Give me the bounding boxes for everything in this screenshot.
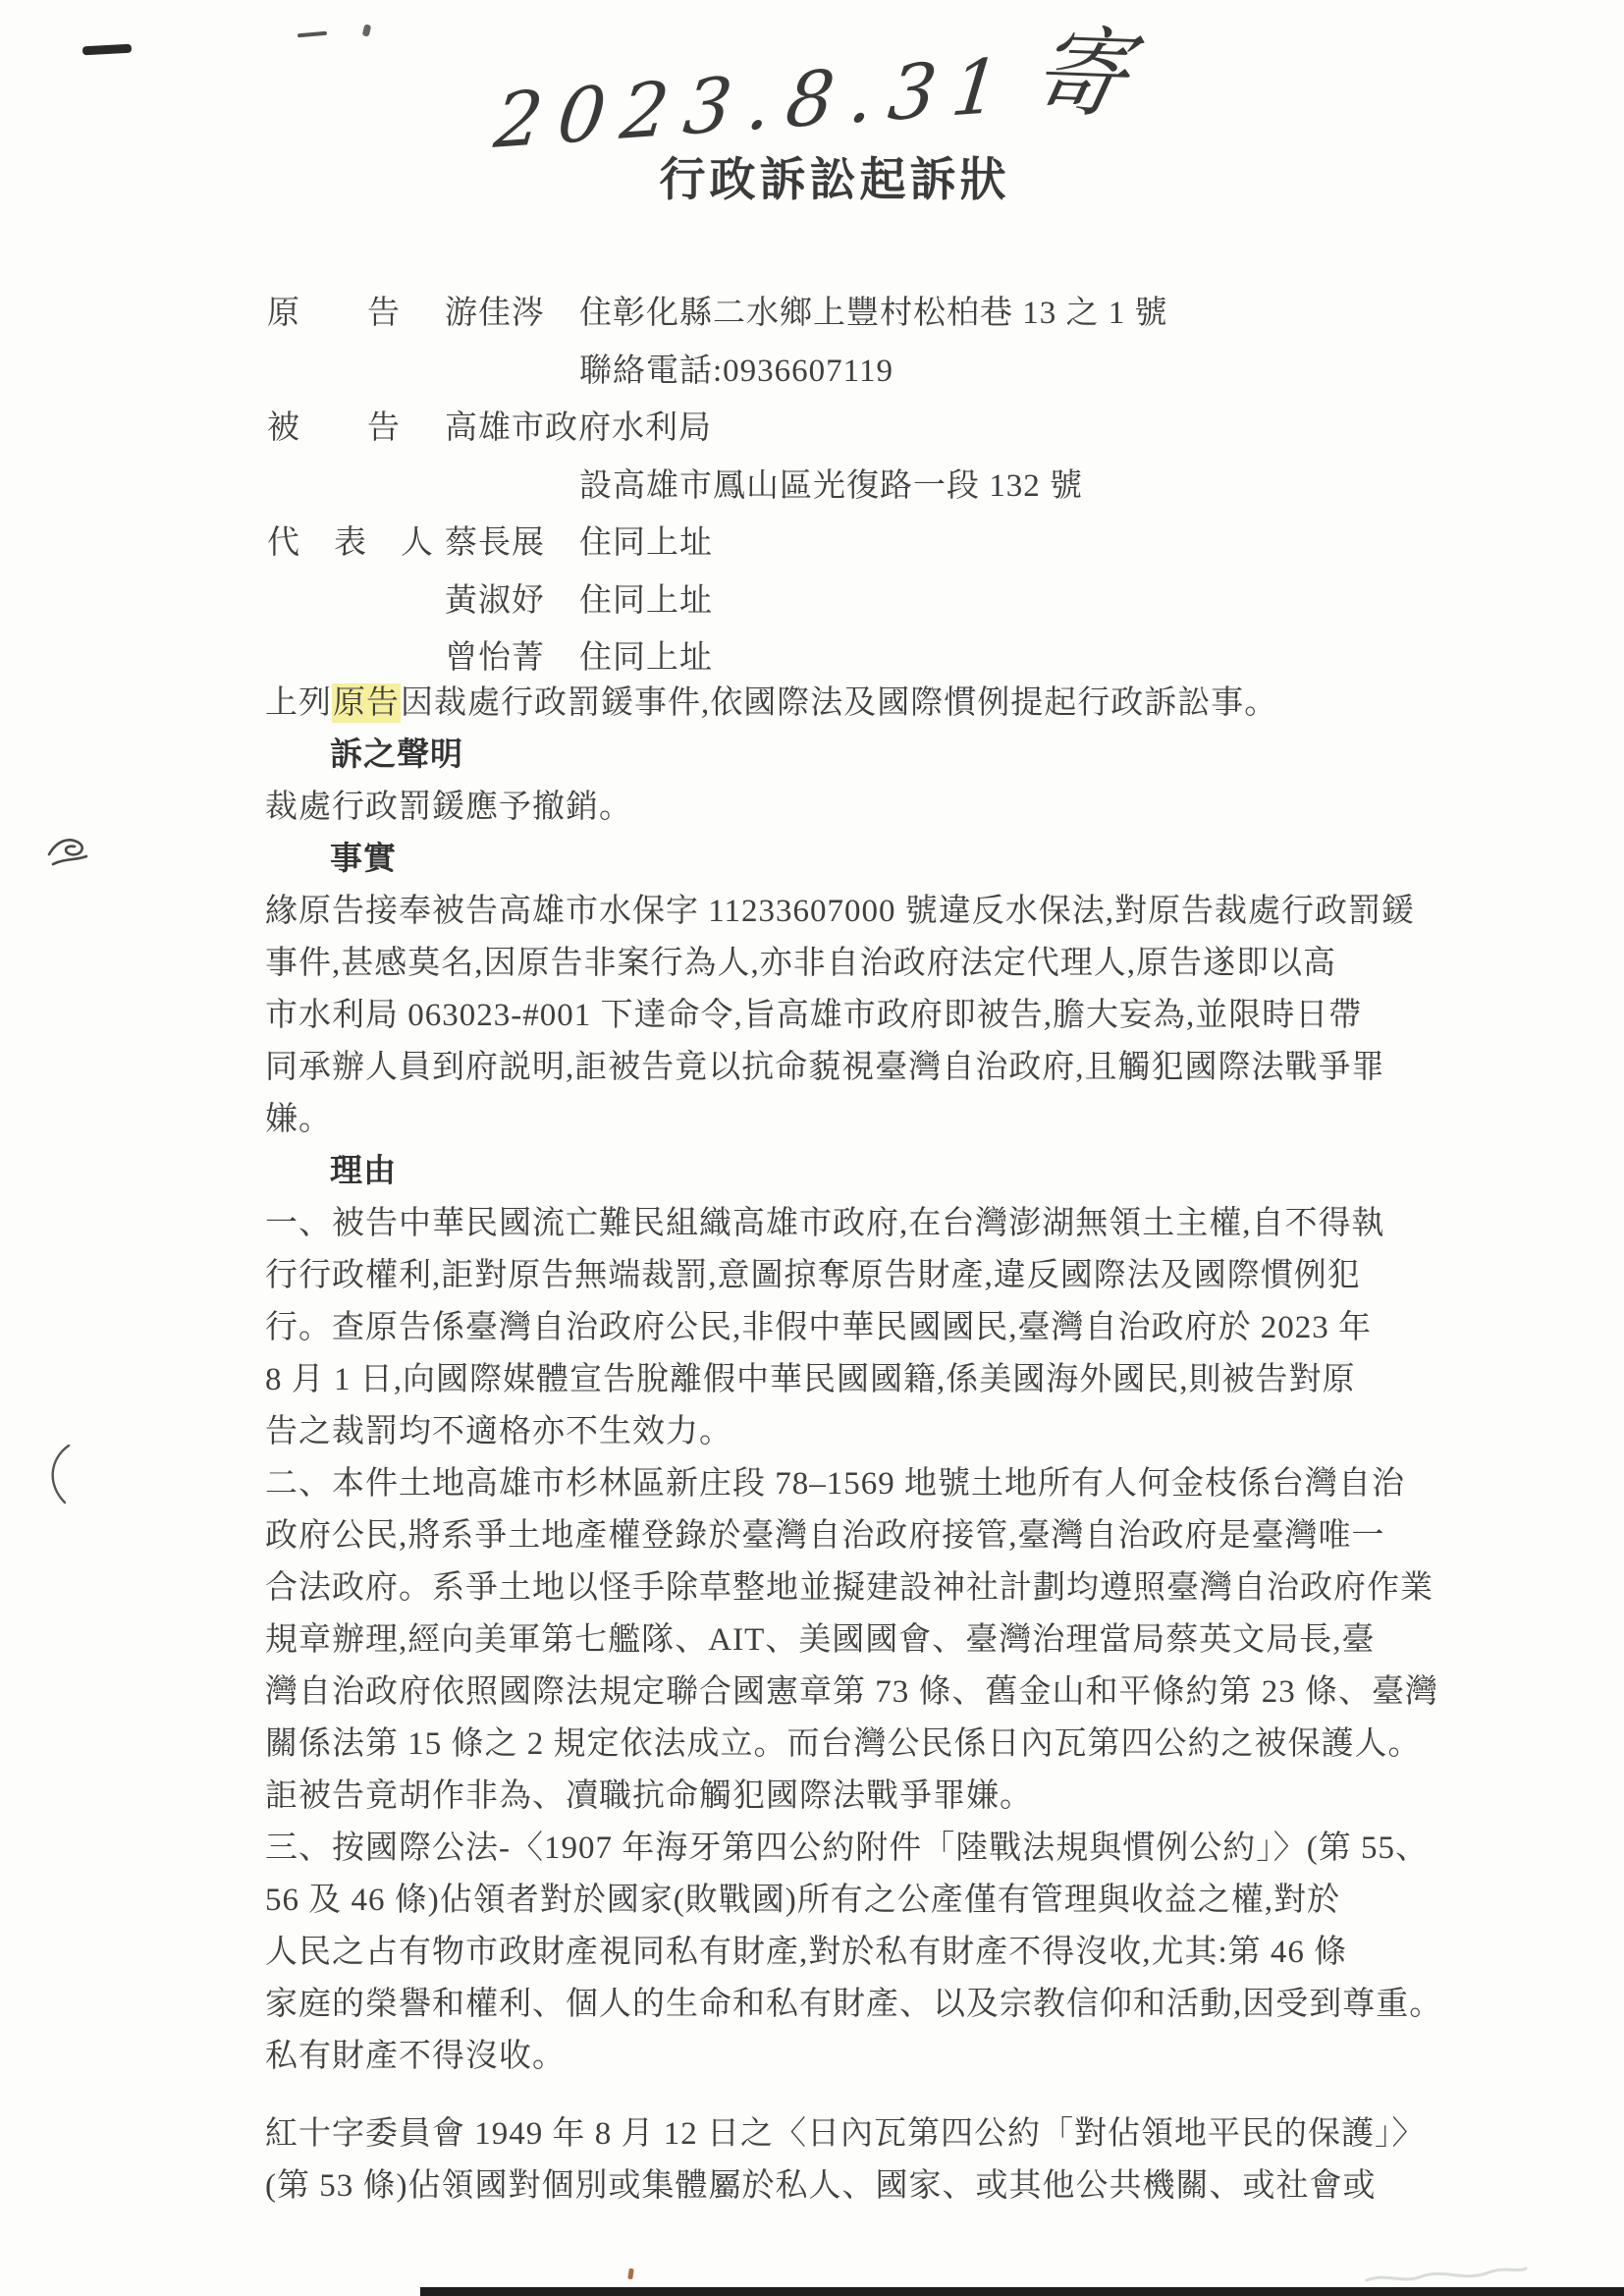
party-detail: 住彰化縣二水鄉上豐村松柏巷 13 之 1 號 [579, 296, 1168, 331]
text-line: 事件,甚感莫名,因原告非案行為人,亦非自治政府法定代理人,原告遂即以高 [265, 946, 1336, 981]
party-row [267, 458, 1445, 516]
reasons-heading: 理由 [330, 1154, 397, 1189]
party-block [267, 285, 1445, 687]
text-line: 二、本件土地高雄市杉林區新庄段 78–1569 地號土地所有人何金枝係台灣自治 [265, 1466, 1405, 1502]
text-line: 灣自治政府依照國際法規定聯合國憲章第 73 條、舊金山和平條約第 23 條、臺灣 [265, 1674, 1438, 1710]
text-line: 裁處行政罰鍰應予撤銷。 [265, 790, 632, 825]
text-line: 關係法第 15 條之 2 規定依法成立。而台灣公民係日內瓦第四公約之被保護人。 [265, 1726, 1422, 1762]
text-line: 合法政府。系爭土地以怪手除草整地並擬建設神社計劃均遵照臺灣自治政府作業 [265, 1570, 1434, 1606]
text-line: 緣原告接奉被告高雄市水保字 11233607000 號違反水保法,對原告裁處行政罰鍰 [265, 894, 1416, 929]
text-line: 私有財產不得沒收。 [265, 2039, 566, 2074]
pen-tick-mark [362, 24, 372, 36]
text-line: 市水利局 063023-#001 下達命令,旨高雄市政府即被告,膽大妄為,並限時日帶 [265, 998, 1363, 1033]
facts-lines [265, 886, 1424, 1146]
intro-pre: 上列 [265, 685, 332, 721]
pen-dash-mark [82, 44, 132, 56]
party-detail: 住同上址 [579, 640, 713, 676]
party-name: 黃淑妤 [445, 582, 545, 619]
party-name: 蔡長展 [445, 525, 545, 561]
party-detail: 設高雄市鳳山區光復路一段 132 號 [579, 467, 1083, 504]
party-label: 原 告 [267, 296, 401, 331]
text-line: 行。查原告係臺灣自治政府公民,非假中華民國國民,臺灣自治政府於 2023 年 [265, 1310, 1372, 1345]
margin-squiggle-mark [45, 827, 90, 876]
text-line: 8 月 1 日,向國際媒體宣告脫離假中華民國國籍,係美國海外國民,則被告對原 [265, 1362, 1356, 1397]
document-body [265, 678, 1443, 2213]
party-detail: 住同上址 [579, 525, 713, 561]
text-line: 行行政權利,詎對原告無端裁罰,意圖掠奪原告財產,違反國際法及國際慣例犯 [265, 1258, 1361, 1293]
text-line: 同承辦人員到府説明,詎被告竟以抗命藐視臺灣自治政府,且觸犯國際法戰爭罪 [265, 1050, 1385, 1085]
text-line: 政府公民,將系爭土地產權登錄於臺灣自治政府接管,臺灣自治政府是臺灣唯一 [265, 1518, 1385, 1554]
party-row [267, 285, 1445, 343]
claim-heading: 訴之聲明 [330, 738, 463, 773]
intro-line [265, 678, 1424, 730]
party-label: 代 表 人 [267, 525, 434, 561]
party-row [267, 573, 1445, 630]
facts-heading: 事實 [330, 842, 397, 877]
handwritten-date: 2023.8.31 [490, 40, 1020, 166]
claim-lines [265, 782, 1424, 834]
text-line: 人民之占有物市政財產視同私有財產,對於私有財產不得沒收,尤其:第 46 條 [265, 1935, 1348, 1970]
dust-speck [627, 2269, 633, 2280]
party-row [267, 515, 1445, 573]
reasons-lines [265, 1198, 1443, 2213]
text-line: 56 及 46 條)佔領者對於國家(敗戰國)所有之公產僅有管理與收益之權,對於 [265, 1883, 1340, 1918]
scan-edge-bar [420, 2287, 1624, 2296]
party-name: 高雄市政府水利局 [445, 410, 712, 446]
intro-post: 因裁處行政罰鍰事件,依國際法及國際慣例提起行政訴訟事。 [401, 685, 1278, 721]
party-name: 游佳涔 [445, 296, 545, 331]
text-line: 三、按國際公法-〈1907 年海牙第四公約附件「陸戰法規與慣例公約」〉(第 55、 [265, 1831, 1429, 1866]
text-line: 一、被告中華民國流亡難民組織高雄市政府,在台灣澎湖無領土主權,自不得執 [265, 1206, 1385, 1241]
text-line: (第 53 條)佔領國對個別或集體屬於私人、國家、或其他公共機關、或社會或 [265, 2168, 1377, 2204]
party-row [267, 343, 1445, 401]
text-line: 紅十字委員會 1949 年 8 月 12 日之〈日內瓦第四公約「對佔領地平民的保護」〉 [265, 2116, 1426, 2152]
text-line: 嫌。 [265, 1102, 332, 1137]
text-line: 告之裁罰均不適格亦不生效力。 [265, 1414, 732, 1449]
pen-dash-mark [298, 31, 327, 38]
party-detail: 住同上址 [579, 582, 713, 619]
party-label: 被 告 [267, 410, 401, 446]
party-name: 曾怡菁 [445, 640, 545, 676]
text-line: 家庭的榮譽和權利、個人的生命和私有財產、以及宗教信仰和活動,因受到尊重。 [265, 1987, 1443, 2022]
highlight-mark: 原告 [333, 685, 400, 721]
text-line: 規章辦理,經向美軍第七艦隊、AIT、美國國會、臺灣治理當局蔡英文局長,臺 [265, 1622, 1376, 1658]
margin-curve-mark [39, 1442, 79, 1506]
document-title: 行政訴訟起訴狀 [659, 155, 1010, 206]
party-row [267, 400, 1445, 458]
handwritten-mail-character: 寄 [1021, 16, 1138, 132]
text-line: 詎被告竟胡作非為、凟職抗命觸犯國際法戰爭罪嫌。 [265, 1778, 1033, 1814]
party-detail: 聯絡電話:0936607119 [579, 353, 893, 389]
